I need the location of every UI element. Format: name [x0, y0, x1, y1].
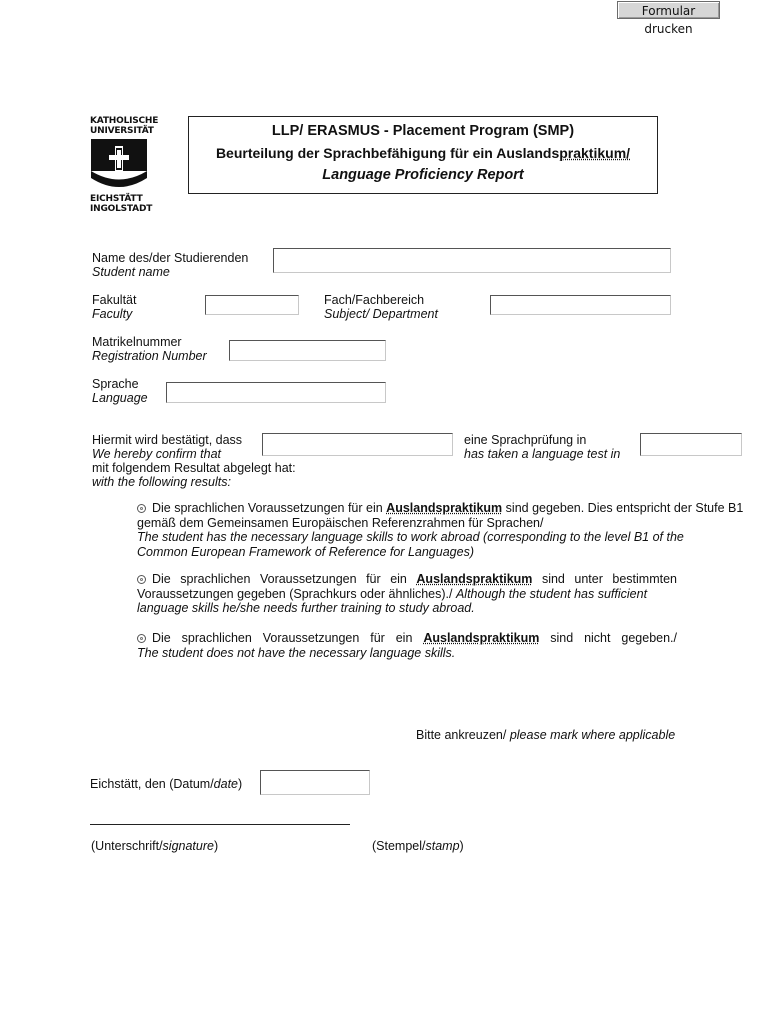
option-2-bold: Auslandspraktikum: [416, 572, 533, 586]
option-1-text-b: sind gegeben. Dies entspricht der Stufe B1: [502, 501, 744, 515]
option-2-text-b: sind unter bestimmten: [532, 572, 678, 586]
language-test-label: [464, 433, 620, 461]
option-3: [137, 631, 677, 660]
faculty-label: [92, 293, 136, 321]
logo-text-line1: KATHOLISCHE: [90, 116, 159, 126]
stamp-label-a: (Stempel/: [372, 839, 426, 853]
signature-label-a: (Unterschrift/: [91, 839, 163, 853]
date-label-b: date: [213, 777, 239, 791]
registration-number-label: [92, 335, 207, 363]
faculty-label-de: Fakultät: [92, 293, 137, 307]
title-line2-text: Beurteilung der Sprachbefähigung für ein Auslands: [215, 145, 560, 161]
language-test-label-de: eine Sprachprüfung in: [464, 433, 587, 447]
result-label-en: with the following results:: [92, 475, 231, 489]
title-line2: [189, 142, 657, 164]
date-label: [90, 777, 242, 791]
signature-label-b: signature: [162, 839, 214, 853]
signature-label-c: ): [213, 839, 219, 853]
language-label-de: Sprache: [92, 377, 139, 391]
faculty-label-en: Faculty: [92, 307, 133, 321]
title-line2-underlined: praktikum/: [559, 145, 631, 161]
faculty-field[interactable]: [205, 295, 299, 315]
option-2-line3: language skills he/she needs further training to study abroad.: [137, 601, 475, 615]
logo-text-line3: EICHSTÄTT: [90, 194, 143, 204]
logo-emblem-icon: [90, 138, 148, 190]
student-name-label-en: Student name: [92, 265, 170, 279]
confirm-label-de: Hiermit wird bestätigt, dass: [92, 433, 243, 447]
option-1: [137, 501, 767, 559]
confirm-label-en: We hereby confirm that: [92, 447, 221, 461]
logo-text-line4: INGOLSTADT: [90, 204, 153, 214]
radio-option-3-icon[interactable]: [137, 634, 146, 643]
student-name-label: [92, 251, 248, 279]
title-line1: LLP/ ERASMUS - Placement Program (SMP): [271, 123, 575, 139]
print-form-button[interactable]: Formular drucken: [617, 1, 720, 19]
option-1-bold: Auslandspraktikum: [386, 501, 503, 515]
date-field[interactable]: [260, 770, 370, 795]
stamp-label-c: ): [459, 839, 464, 853]
subject-label-en: Subject/ Department: [324, 307, 438, 321]
signature-line: [90, 824, 350, 825]
option-3-line1: [137, 631, 677, 646]
mark-hint-de: Bitte ankreuzen/: [416, 728, 510, 742]
option-2-line2-en: Although the student has sufficient: [455, 586, 648, 601]
language-label: [92, 377, 148, 405]
radio-option-1-icon[interactable]: [137, 504, 146, 513]
signature-label: [91, 839, 218, 853]
result-label-de: mit folgendem Resultat abgelegt hat:: [92, 461, 296, 475]
student-name-label-de: Name des/der Studierenden: [92, 251, 249, 265]
option-1-line1: [137, 501, 767, 516]
option-1-line4: Common European Framework of Reference for Languages): [137, 544, 474, 559]
option-3-bold: Auslandspraktikum: [423, 631, 540, 645]
title-box: [188, 116, 658, 194]
option-1-text-a: Die sprachlichen Voraussetzungen für ein: [152, 501, 387, 515]
language-field[interactable]: [166, 382, 386, 403]
option-2-line2-de: Voraussetzungen gegeben (Sprachkurs oder ähnliches)./: [137, 586, 456, 601]
option-2-text-a: Die sprachlichen Voraussetzungen für ein: [152, 572, 417, 586]
option-3-text-b: sind nicht gegeben./: [539, 631, 677, 645]
subject-label-de: Fach/Fachbereich: [324, 293, 425, 307]
option-1-line2: gemäß dem Gemeinsamen Europäischen Referenzrahmen für Sprachen/: [137, 515, 544, 530]
radio-option-2-icon[interactable]: [137, 575, 146, 584]
option-1-line3: The student has the necessary language skills to work abroad (corresponding to the level B1 of the: [137, 530, 684, 544]
date-label-c: ): [238, 777, 243, 791]
university-logo: [90, 116, 159, 214]
stamp-label: [372, 839, 464, 853]
option-2-line1: [137, 572, 677, 587]
language-test-field[interactable]: [640, 433, 742, 456]
option-2-line2: [137, 587, 677, 602]
registration-number-label-en: Registration Number: [92, 349, 207, 363]
confirmed-student-field[interactable]: [262, 433, 453, 456]
option-3-text-a: Die sprachlichen Voraussetzungen für ein: [152, 631, 424, 645]
mark-hint: [416, 728, 675, 742]
title-line3: Language Proficiency Report: [322, 167, 524, 183]
registration-number-label-de: Matrikelnummer: [92, 335, 182, 349]
student-name-field[interactable]: [273, 248, 671, 273]
option-3-line2: The student does not have the necessary language skills.: [137, 645, 456, 660]
mark-hint-en: please mark where applicable: [509, 728, 676, 742]
registration-number-field[interactable]: [229, 340, 386, 361]
subject-field[interactable]: [490, 295, 671, 315]
subject-label: [324, 293, 438, 321]
date-label-a: Eichstätt, den (Datum/: [90, 777, 214, 791]
option-2: [137, 572, 677, 616]
language-test-label-en: has taken a language test in: [464, 447, 621, 461]
logo-text-line2: UNIVERSITÄT: [90, 126, 154, 136]
stamp-label-b: stamp: [425, 839, 460, 853]
language-label-en: Language: [92, 391, 148, 405]
